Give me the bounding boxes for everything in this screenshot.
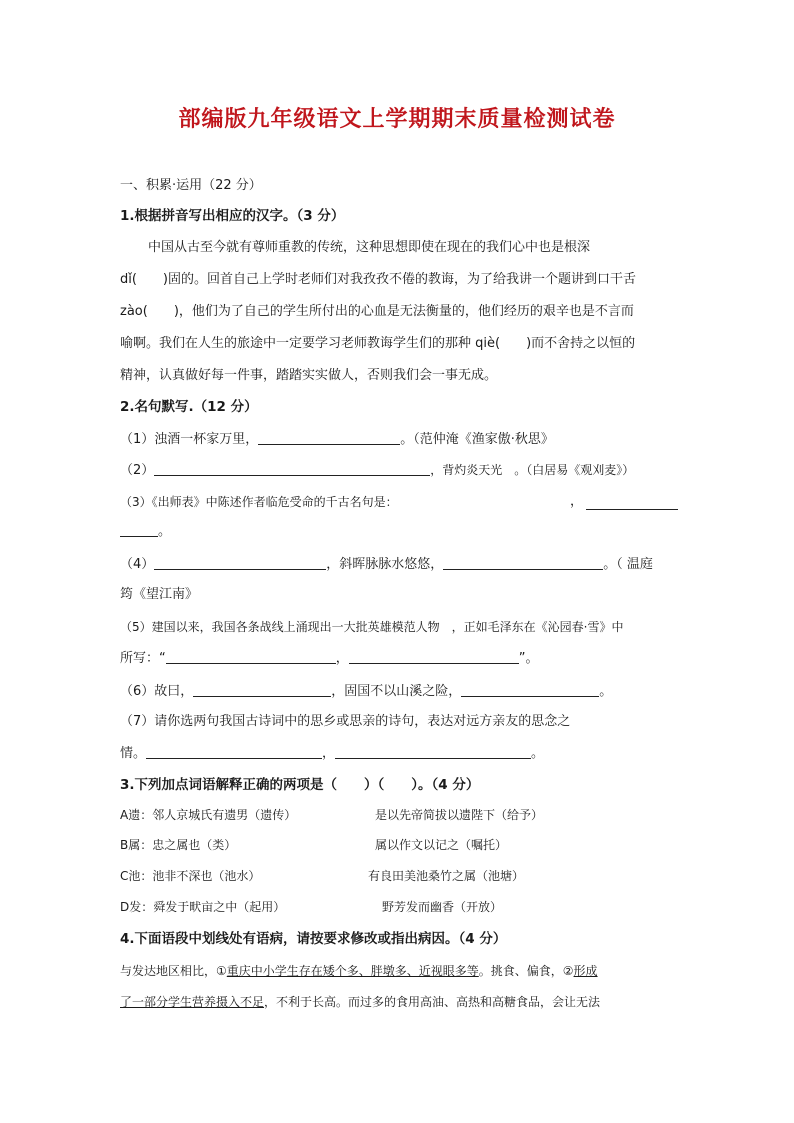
q3-option-a-right: 是以先帝简拔以遗陛下（给予） bbox=[375, 808, 544, 822]
q2-item-3 bbox=[120, 493, 680, 512]
q3-option-b bbox=[120, 836, 680, 854]
q2-item-7-end: 。 bbox=[531, 746, 545, 761]
answer-blank[interactable] bbox=[335, 744, 531, 759]
q4-passage-text: ，不利于长高。而过多的食用高油、高热和高糖食品，会让无法 bbox=[264, 995, 601, 1009]
q2-item-1-text: （1）浊酒一杯家万里， bbox=[120, 432, 259, 447]
q2-item-3-cont bbox=[120, 522, 680, 541]
q3-option-b-left: B属：忠之属也（类） bbox=[120, 838, 237, 852]
answer-blank[interactable] bbox=[586, 495, 678, 510]
q2-item-1-source: 。（范仲淹《渔家傲·秋思》 bbox=[400, 432, 554, 447]
answer-blank[interactable] bbox=[193, 682, 331, 697]
answer-blank[interactable] bbox=[166, 649, 336, 664]
q1-text-line: 喻啊。我们在人生的旅途中一定要学习老师教诲学生们的那种 qiè( )而不舍持之以恒的 bbox=[120, 336, 636, 351]
q4-passage-line bbox=[120, 993, 680, 1011]
q4-underlined-2-cont: 了一部分学生营养摄入不足 bbox=[120, 995, 265, 1009]
q2-item-4-source: 。（ 温庭 bbox=[603, 557, 653, 572]
answer-blank[interactable] bbox=[258, 430, 400, 445]
q2-item-2-num: （2） bbox=[120, 463, 155, 478]
q2-item-4 bbox=[120, 555, 680, 574]
answer-blank[interactable] bbox=[461, 682, 599, 697]
q4-heading: 4.下面语段中划线处有语病，请按要求修改或指出病因。（4 分） bbox=[120, 931, 507, 947]
q2-item-6-mid: ，固国不以山溪之险， bbox=[331, 684, 462, 699]
q3-option-a bbox=[120, 806, 680, 824]
q2-heading: 2.名句默写.（12 分） bbox=[120, 399, 258, 415]
answer-blank[interactable] bbox=[146, 744, 322, 759]
q3-option-c bbox=[120, 867, 680, 885]
q2-item-6 bbox=[120, 682, 680, 701]
q4-passage-text: 。挑食、偏食，② bbox=[478, 964, 574, 978]
q2-item-4-num: （4） bbox=[120, 557, 155, 572]
q2-item-6-end: 。 bbox=[599, 684, 613, 699]
q1-text-line: 中国从古至今就有尊师重教的传统，这种思想即使在现在的我们心中也是根深 bbox=[148, 240, 591, 255]
q1-text-line: 精神，认真做好每一件事，踏踏实实做人，否则我们会一事无成。 bbox=[120, 368, 498, 383]
q2-item-2-text: ，背灼炎天光 。（白居易《观刈麦》） bbox=[430, 463, 635, 477]
q3-option-d-right: 野芳发而幽香（开放） bbox=[382, 900, 503, 914]
q2-item-5-cont bbox=[120, 649, 680, 668]
q3-heading: 3.下列加点词语解释正确的两项是（ ）（ ）。（4 分） bbox=[120, 777, 480, 793]
answer-blank[interactable] bbox=[349, 649, 519, 664]
q2-item-5: （5）建国以来，我国各条战线上涌现出一大批英雄模范人物 ，正如毛泽东在《沁园春·雪》中 bbox=[120, 620, 624, 634]
q3-option-b-right: 属以作文以记之（嘱托） bbox=[375, 838, 508, 852]
q1-heading: 1.根据拼音写出相应的汉字。（3 分） bbox=[120, 208, 345, 224]
q2-item-5-comma: ， bbox=[335, 651, 349, 666]
q2-item-5-open: 所写：“ bbox=[120, 651, 166, 666]
q2-item-4-text: ，斜晖脉脉水悠悠， bbox=[326, 557, 444, 572]
q2-item-7-comma: ， bbox=[322, 746, 336, 761]
q4-underlined-1: 重庆中小学生存在矮个多、胖墩多、近视眼多等 bbox=[226, 964, 479, 978]
q3-option-c-right: 有良田美池桑竹之属（池塘） bbox=[368, 869, 525, 883]
answer-blank[interactable] bbox=[154, 555, 326, 570]
q2-item-7-lead: 情。 bbox=[120, 746, 147, 761]
q2-item-7-cont bbox=[120, 744, 680, 763]
q4-passage-text: 与发达地区相比，① bbox=[120, 964, 227, 978]
q3-option-a-left: A遗：邻人京城氏有遗男（遗传） bbox=[120, 808, 297, 822]
q2-item-7: （7）请你选两句我国古诗词中的思乡或思亲的诗句，表达对远方亲友的思念之 bbox=[120, 714, 571, 729]
exam-title: 部编版九年级语文上学期期末质量检测试卷 bbox=[178, 106, 616, 132]
q4-passage-line bbox=[120, 962, 680, 980]
q1-text-line: dǐ( )固的。回首自己上学时老师们对我孜孜不倦的教诲，为了给我讲一个题讲到口干舌 bbox=[120, 272, 637, 287]
q2-item-6-text: （6）故曰， bbox=[120, 684, 194, 699]
q2-item-4-cont: 筠《望江南》 bbox=[120, 587, 199, 602]
q1-text-line: zào( )，他们为了自己的学生所付出的心血是无法衡量的，他们经历的艰辛也是不言而 bbox=[120, 304, 634, 319]
q2-item-3-text: （3）《出师表》中陈述作者临危受命的千古名句是： bbox=[120, 495, 398, 509]
q2-item-3-comma: ， bbox=[570, 494, 584, 509]
q2-item-1 bbox=[120, 430, 680, 449]
q2-item-5-close: ”。 bbox=[518, 651, 539, 666]
q3-option-d bbox=[120, 898, 680, 916]
q2-item-2 bbox=[120, 461, 680, 480]
section-heading: 一、积累·运用（22 分） bbox=[120, 178, 262, 193]
answer-blank[interactable] bbox=[154, 461, 430, 476]
q2-item-3-end: 。 bbox=[158, 524, 172, 539]
q3-option-c-left: C池：池非不深也（池水） bbox=[120, 869, 261, 883]
answer-blank[interactable] bbox=[443, 555, 603, 570]
answer-blank[interactable] bbox=[120, 522, 158, 537]
q3-option-d-left: D发：舜发于畎亩之中（起用） bbox=[120, 900, 286, 914]
q4-underlined-2: 形成 bbox=[573, 964, 598, 978]
